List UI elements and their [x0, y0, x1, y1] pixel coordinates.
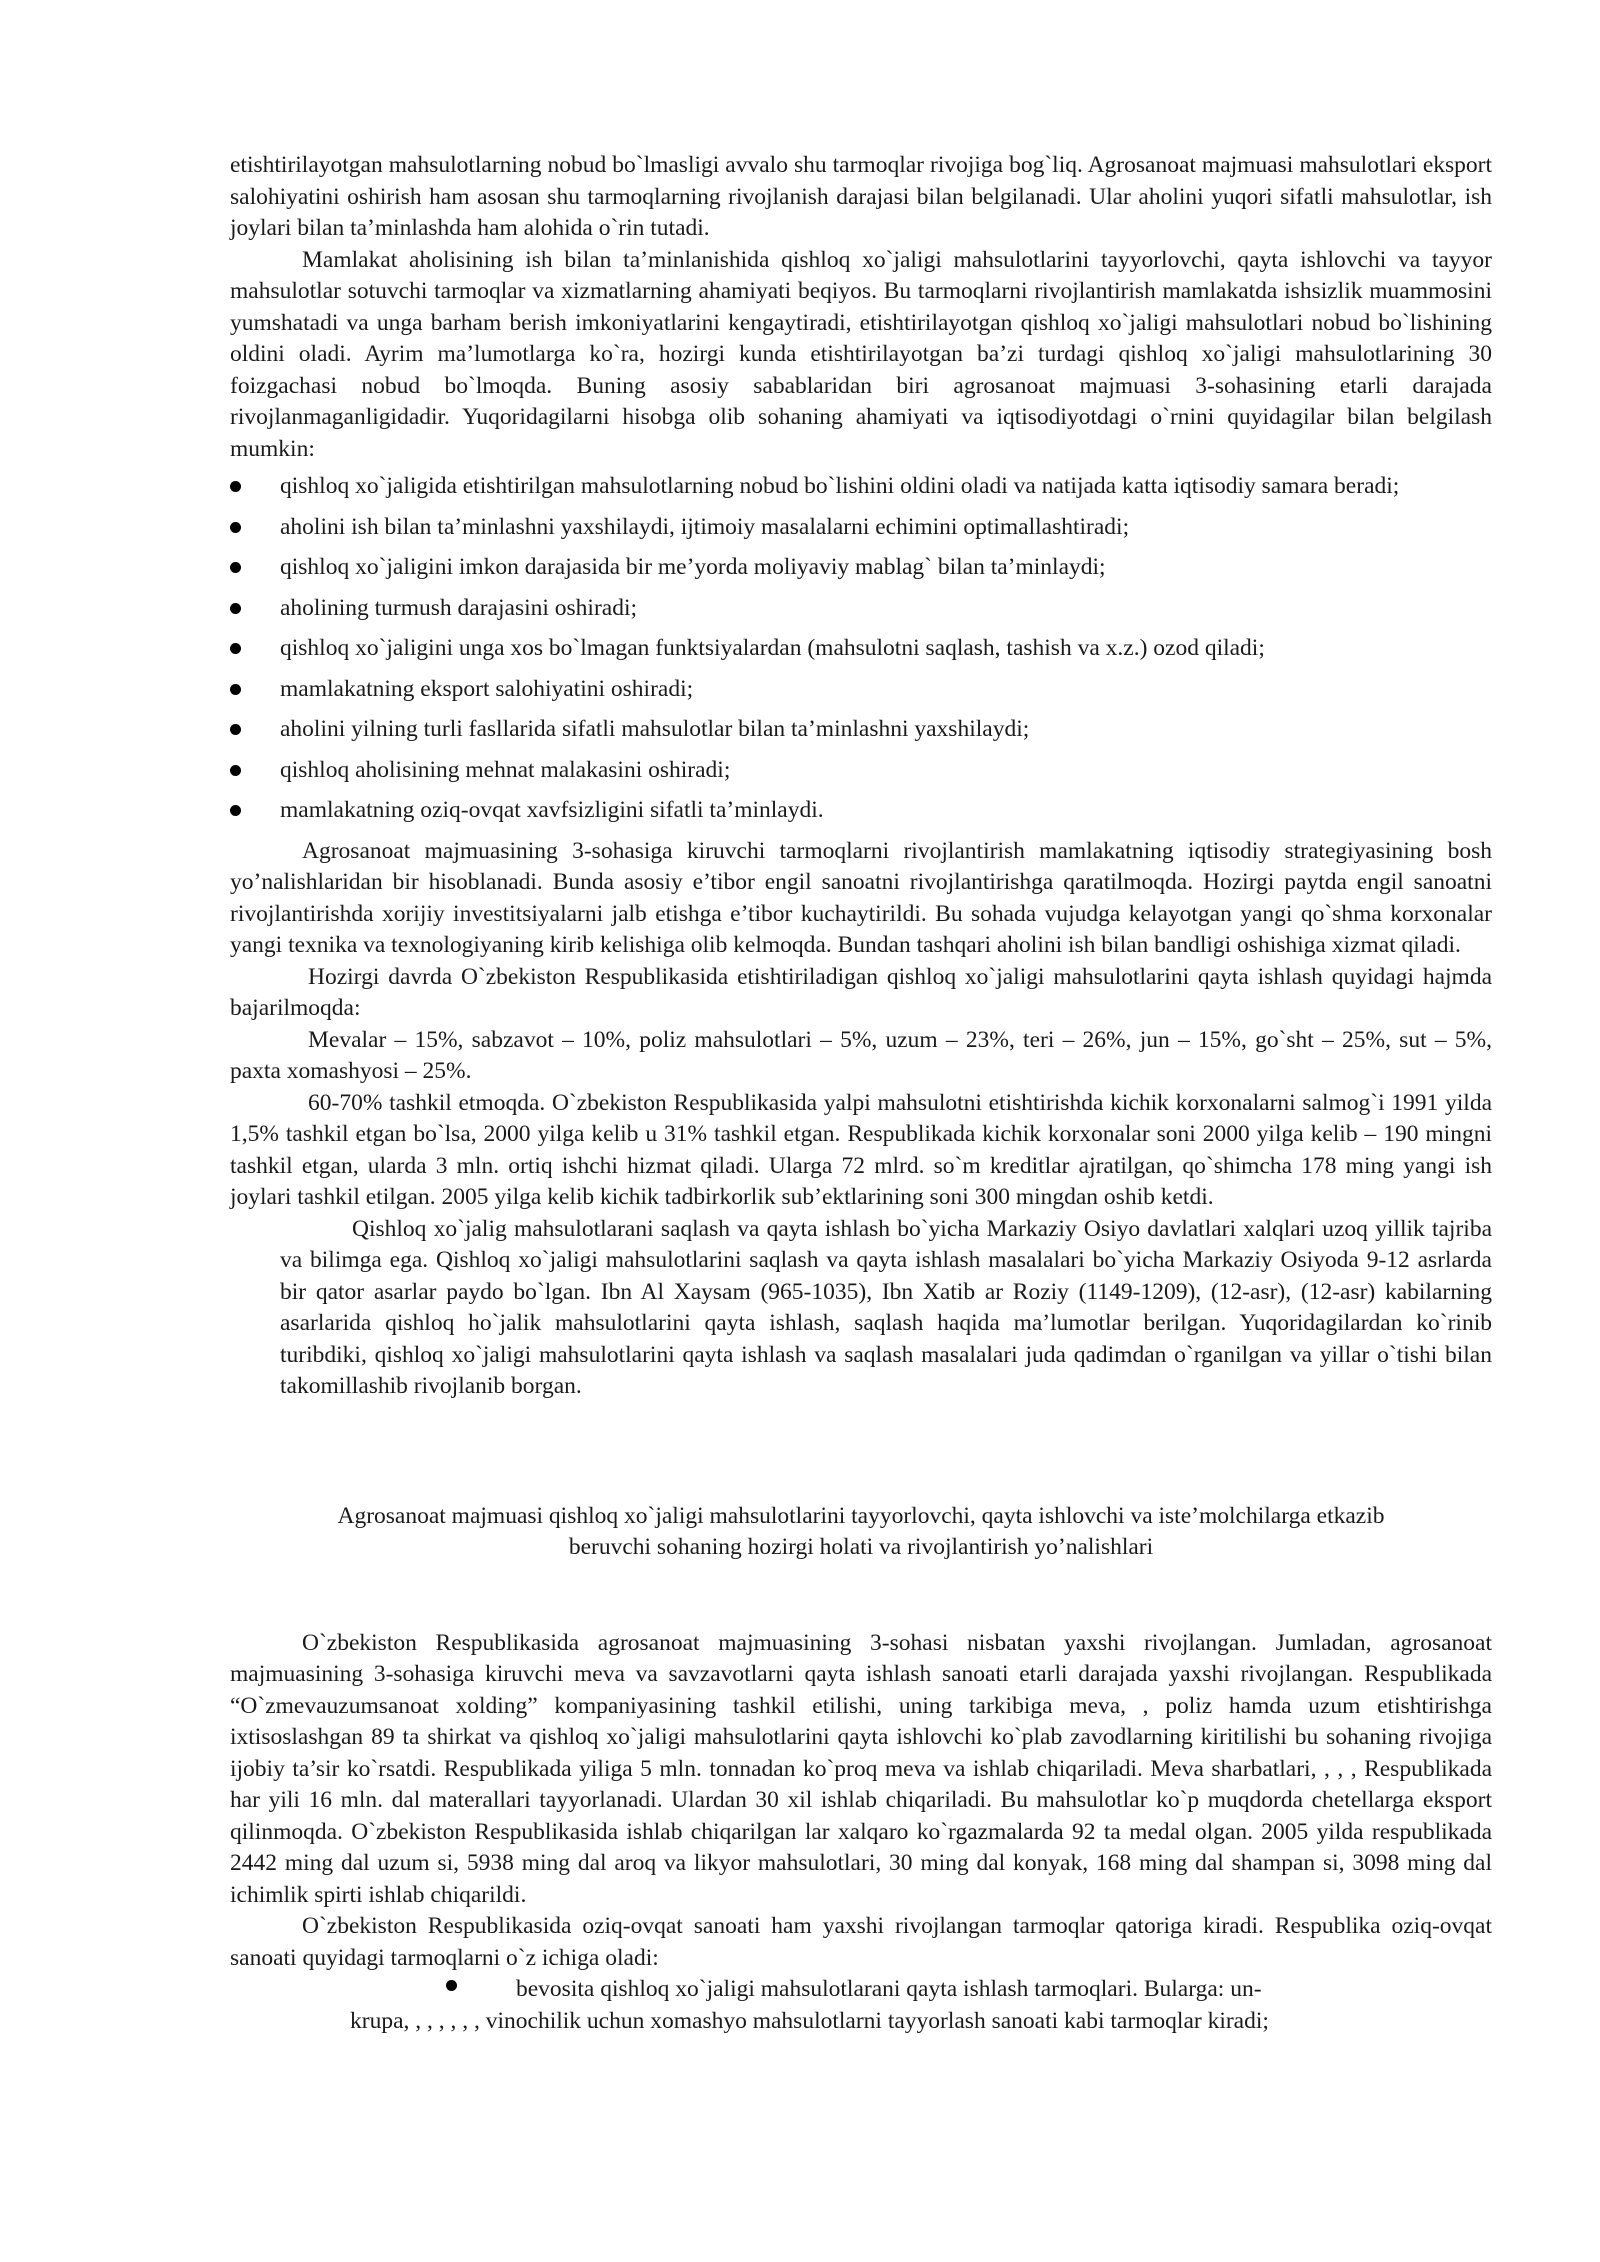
list-item: qishloq xo`jaligini imkon darajasida bir me’yorda moliyaviy mablag` bilan ta’minlaydi;: [230, 552, 1492, 584]
paragraph-5: Mevalar – 15%, sabzavot – 10%, poliz mahsulotlari – 5%, uzum – 23%, teri – 26%, jun – 15%, go`sht – 25%, sut – 5%, paxta xomashyosi – 25%.: [230, 1026, 1492, 1084]
list-item: aholining turmush darajasini oshiradi;: [230, 593, 1492, 625]
section-title: [230, 1501, 1492, 1564]
list-item-line-1: bevosita qishloq xo`jaligi mahsulotlarani qayta ishlash tarmoqlari. Bularga: un-: [516, 1976, 1262, 2002]
bullet-icon: [446, 1980, 457, 1991]
section-title-line-1: Agrosanoat majmuasi qishloq xo`jaligi mahsulotlarini tayyorlovchi, qayta ishlovchi va iste’molchilarga etkazib: [337, 1502, 1385, 1529]
paragraph-2: Mamlakat aholisining ish bilan ta’minlanishida qishloq xo`jaligi mahsulotlarini tayyorlovchi, qayta ishlovchi va tayyor mahsulotlar sotuvchi tarmoqlar va xizmatlarning ahamiyati beqiyos. Bu tarmoqlarni rivojlantirish mamlakatda ishsizlik muammosini yumshatadi va unga barham berish imkoniyatlarini kengaytiradi, etishtirilayotgan qishloq xo`jaligi mahsulotlari nobud bo`lishining oldini oladi. Ayrim ma’lumotlarga ko`ra, hozirgi kunda etishtirilayotgan ba’zi turdagi qishloq xo`jaligi mahsulotlarining 30 foizgachasi nobud bo`lmoqda. Buning asosiy sabablaridan biri agrosanoat majmuasi 3-sohasining etarli darajada rivojlanmaganligidadir. Yuqoridagilarni hisobga olib sohaning ahamiyati va iqtisodiyotdagi o`rnini quyidagilar bilan belgilash mumkin:: [230, 246, 1492, 462]
list-item: mamlakatning oziq-ovqat xavfsizligini sifatli ta’minlaydi.: [230, 795, 1492, 827]
significance-list: [230, 471, 1492, 827]
paragraph-1: etishtirilayotgan mahsulotlarning nobud bo`lmasligi avvalo shu tarmoqlar rivojiga bog`liq. Agrosanoat majmuasi mahsulotlari eksport salohiyatini oshirish ham asosan shu tarmoqlarning rivojlanish darajasi bilan belgilanadi. Ular aholini yuqori sifatli mahsulotlar, ish joylari bilan ta’minlashda ham alohida o`rin tutadi.: [230, 152, 1492, 241]
list-item: qishloq aholisining mehnat malakasini oshiradi;: [230, 755, 1492, 787]
list-item: aholini yilning turli fasllarida sifatli mahsulotlar bilan ta’minlashni yaxshilaydi;: [230, 714, 1492, 746]
list-item: mamlakatning eksport salohiyatini oshiradi;: [230, 674, 1492, 706]
paragraph-8: O`zbekiston Respublikasida agrosanoat majmuasining 3-sohasi nisbatan yaxshi rivojlangan. Jumladan, agrosanoat majmuasining 3-sohasiga kiruvchi meva va savzavotlarni qayta ishlash sanoati etarli darajada yaxshi rivojlangan. Respublikada “O`zmevauzumsanoat xolding” kompaniyasining tashkil etilishi, uning tarkibiga meva, , poliz hamda uzum etishtirishga ixtisoslashgan 89 ta shirkat va qishloq xo`jaligi mahsulotlarini qayta ishlovchi ko`plab zavodlarning kiritilishi bu sohaning rivojiga ijobiy ta’sir ko`rsatdi. Respublikada yiliga 5 mln. tonnadan ko`proq meva va ishlab chiqariladi. Meva sharbatlari, , , , Respublikada har yili 16 mln. dal materallari tayyorlanadi. Ulardan 30 xil ishlab chiqariladi. Bu mahsulotlar ko`p muqdorda chetellarga eksport qilinmoqda. O`zbekiston Respublikasida ishlab chiqarilgan lar xalqaro ko`rgazmalarda 92 ta medal olgan. 2005 yilda respublikada 2442 ming dal uzum si, 5938 ming dal aroq va likyor mahsulotlari, 30 ming dal konyak, 168 ming dal shampan si, 3098 ming dal ichimlik spirti ishlab chiqarildi.: [230, 1629, 1492, 1908]
food-industry-list-item: [350, 1974, 1492, 2037]
paragraph-4: Hozirgi davrda O`zbekiston Respublikasida etishtiriladigan qishloq xo`jaligi mahsulotlarini qayta ishlash quyidagi hajmda bajarilmoqda:: [230, 963, 1492, 1021]
paragraph-3: Agrosanoat majmuasining 3-sohasiga kiruvchi tarmoqlarni rivojlantirish mamlakatning iqtisodiy strategiyasining bosh yo’nalishlaridan bir hisoblanadi. Bunda asosiy e’tibor engil sanoatni rivojlantirishga qaratilmoqda. Hozirgi paytda engil sanoatni rivojlantirishda xorijiy investitsiyalarni jalb etishga e’tibor kuchaytirildi. Bu sohada vujudga kelayotgan yangi qo`shma korxonalar yangi texnika va texnologiyaning kirib kelishiga olib kelmoqda. Bundan tashqari aholini ish bilan bandligi oshishiga xizmat qiladi.: [230, 837, 1492, 958]
list-item-line-2: krupa, , , , , , , vinochilik uchun xomashyo mahsulotlarni tayyorlash sanoati kabi tarmoqlar kiradi;: [350, 2007, 1269, 2034]
document-page: [230, 150, 1492, 2037]
list-item: aholini ish bilan ta’minlashni yaxshilaydi, ijtimoiy masalalarni echimini optimallashtiradi;: [230, 512, 1492, 544]
list-item: qishloq xo`jaligida etishtirilgan mahsulotlarning nobud bo`lishini oldini oladi va natijada katta iqtisodiy samara beradi;: [230, 471, 1492, 503]
paragraph-6: 60-70% tashkil etmoqda. O`zbekiston Respublikasida yalpi mahsulotni etishtirishda kichik korxonalarni salmog`i 1991 yilda 1,5% tashkil etgan bo`lsa, 2000 yilga kelib u 31% tashkil etgan. Respublikada kichik korxonalar soni 2000 yilga kelib – 190 mingni tashkil etgan, ularda 3 mln. ortiq ishchi hizmat qiladi. Ularga 72 mlrd. so`m kreditlar ajratilgan, qo`shimcha 178 ming yangi ish joylari tashkil etilgan. 2005 yilga kelib kichik tadbirkorlik sub’ektlarining soni 300 mingdan oshib ketdi.: [230, 1089, 1492, 1210]
section-title-line-2: beruvchi sohaning hozirgi holati va rivojlantirish yo’nalishlari: [568, 1534, 1154, 1560]
paragraph-9: O`zbekiston Respublikasida oziq-ovqat sanoati ham yaxshi rivojlangan tarmoqlar qatoriga kiradi. Respublika oziq-ovqat sanoati quyidagi tarmoqlarni o`z ichiga oladi:: [230, 1913, 1492, 1971]
paragraph-7: Qishloq xo`jalig mahsulotlarani saqlash va qayta ishlash bo`yicha Markaziy Osiyo davlatlari xalqlari uzoq yillik tajriba va bilimga ega. Qishloq xo`jaligi mahsulotlarini saqlash va qayta ishlash masalalari bo`yicha Markaziy Osiyoda 9-12 asrlarda bir qator asarlar paydo bo`lgan. Ibn Al Xaysam (965-1035), Ibn Xatib ar Roziy (1149-1209), (12-asr), (12-asr) kabilarning asarlarida qishloq ho`jalik mahsulotlarini qayta ishlash, saqlash haqida ma’lumotlar berilgan. Yuqoridagilardan ko`rinib turibdiki, qishloq xo`jaligi mahsulotlarini qayta ishlash va saqlash masalalari juda qadimdan o`rganilgan va yillar o`tishi bilan takomillashib rivojlanib borgan.: [280, 1215, 1492, 1399]
list-item: qishloq xo`jaligini unga xos bo`lmagan funktsiyalardan (mahsulotni saqlash, tashish va x.z.) ozod qiladi;: [230, 633, 1492, 665]
